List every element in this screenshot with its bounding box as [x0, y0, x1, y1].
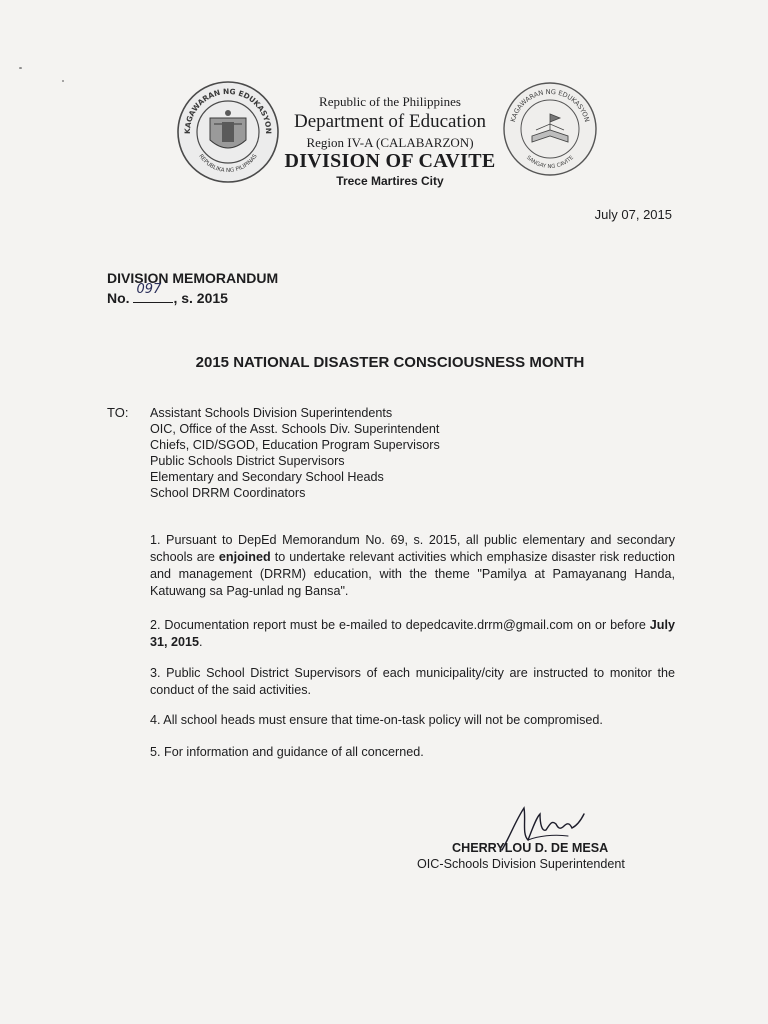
header-republic: Republic of the Philippines	[319, 94, 461, 109]
header-city: Trece Martires City	[336, 174, 444, 188]
memo-date: July 07, 2015	[594, 207, 672, 222]
header-division: DIVISION OF CAVITE	[284, 150, 496, 172]
memo-subject: 2015 NATIONAL DISASTER CONSCIOUSNESS MONTH	[195, 354, 585, 371]
signatory-title: OIC-Schools Division Superintendent	[417, 857, 625, 871]
scan-speck	[19, 67, 22, 69]
svg-text:KAGAWARAN NG EDUKASYON: KAGAWARAN NG EDUKASYON	[508, 87, 592, 123]
paragraph-2: 2. Documentation report must be e-mailed to depedcavite.drrm@gmail.com on or before July 31, 2015.	[150, 618, 675, 649]
memo-number-handwritten: 097	[136, 282, 162, 297]
recipient-item: Chiefs, CID/SGOD, Education Program Supervisors	[150, 438, 440, 452]
recipient-item: Elementary and Secondary School Heads	[150, 470, 384, 484]
memo-number-blank	[133, 282, 173, 303]
to-label: TO:	[107, 405, 129, 420]
signatory-name: CHERRYLOU D. DE MESA	[452, 841, 609, 855]
recipient-item: OIC, Office of the Asst. Schools Div. Superintendent	[150, 422, 440, 436]
paragraph-1: 1. Pursuant to DepEd Memorandum No. 69, s. 2015, all public elementary and secondary schools are enjoined to undertake relevant activities which emphasize disaster risk reduction and management (DRRM) education, with the theme "Pamilya at Pamayanang Handa, Katuwang sa Pag-unlad ng Bansa".	[150, 533, 675, 598]
memo-label: DIVISION MEMORANDUM	[107, 270, 279, 286]
paragraph-5: 5. For information and guidance of all concerned.	[150, 745, 424, 759]
header-department: Department of Education	[293, 111, 487, 132]
paragraph-3: 3. Public School District Supervisors of each municipality/city are instructed to monitor the conduct of the said activities.	[150, 666, 675, 697]
svg-text:SANGAY NG CAVITE: SANGAY NG CAVITE	[525, 154, 575, 171]
recipient-item: School DRRM Coordinators	[150, 486, 306, 500]
recipient-list	[150, 405, 440, 501]
recipient-item: Public Schools District Supervisors	[150, 454, 345, 468]
paragraph-4: 4. All school heads must ensure that time-on-task policy will not be compromised.	[150, 713, 603, 727]
recipient-item: Assistant Schools Division Superintendents	[150, 406, 393, 420]
memo-number	[107, 282, 228, 306]
header-region: Region IV-A (CALABARZON)	[306, 135, 474, 150]
svg-text:KAGAWARAN NG EDUKASYON: KAGAWARAN NG EDUKASYON	[182, 86, 274, 135]
memo-number-prefix: No.	[107, 290, 130, 306]
svg-text:REPUBLIKA NG PILIPINAS: REPUBLIKA NG PILIPINAS	[197, 153, 259, 175]
scan-speck	[62, 80, 64, 82]
memo-number-suffix: , s. 2015	[173, 290, 228, 306]
